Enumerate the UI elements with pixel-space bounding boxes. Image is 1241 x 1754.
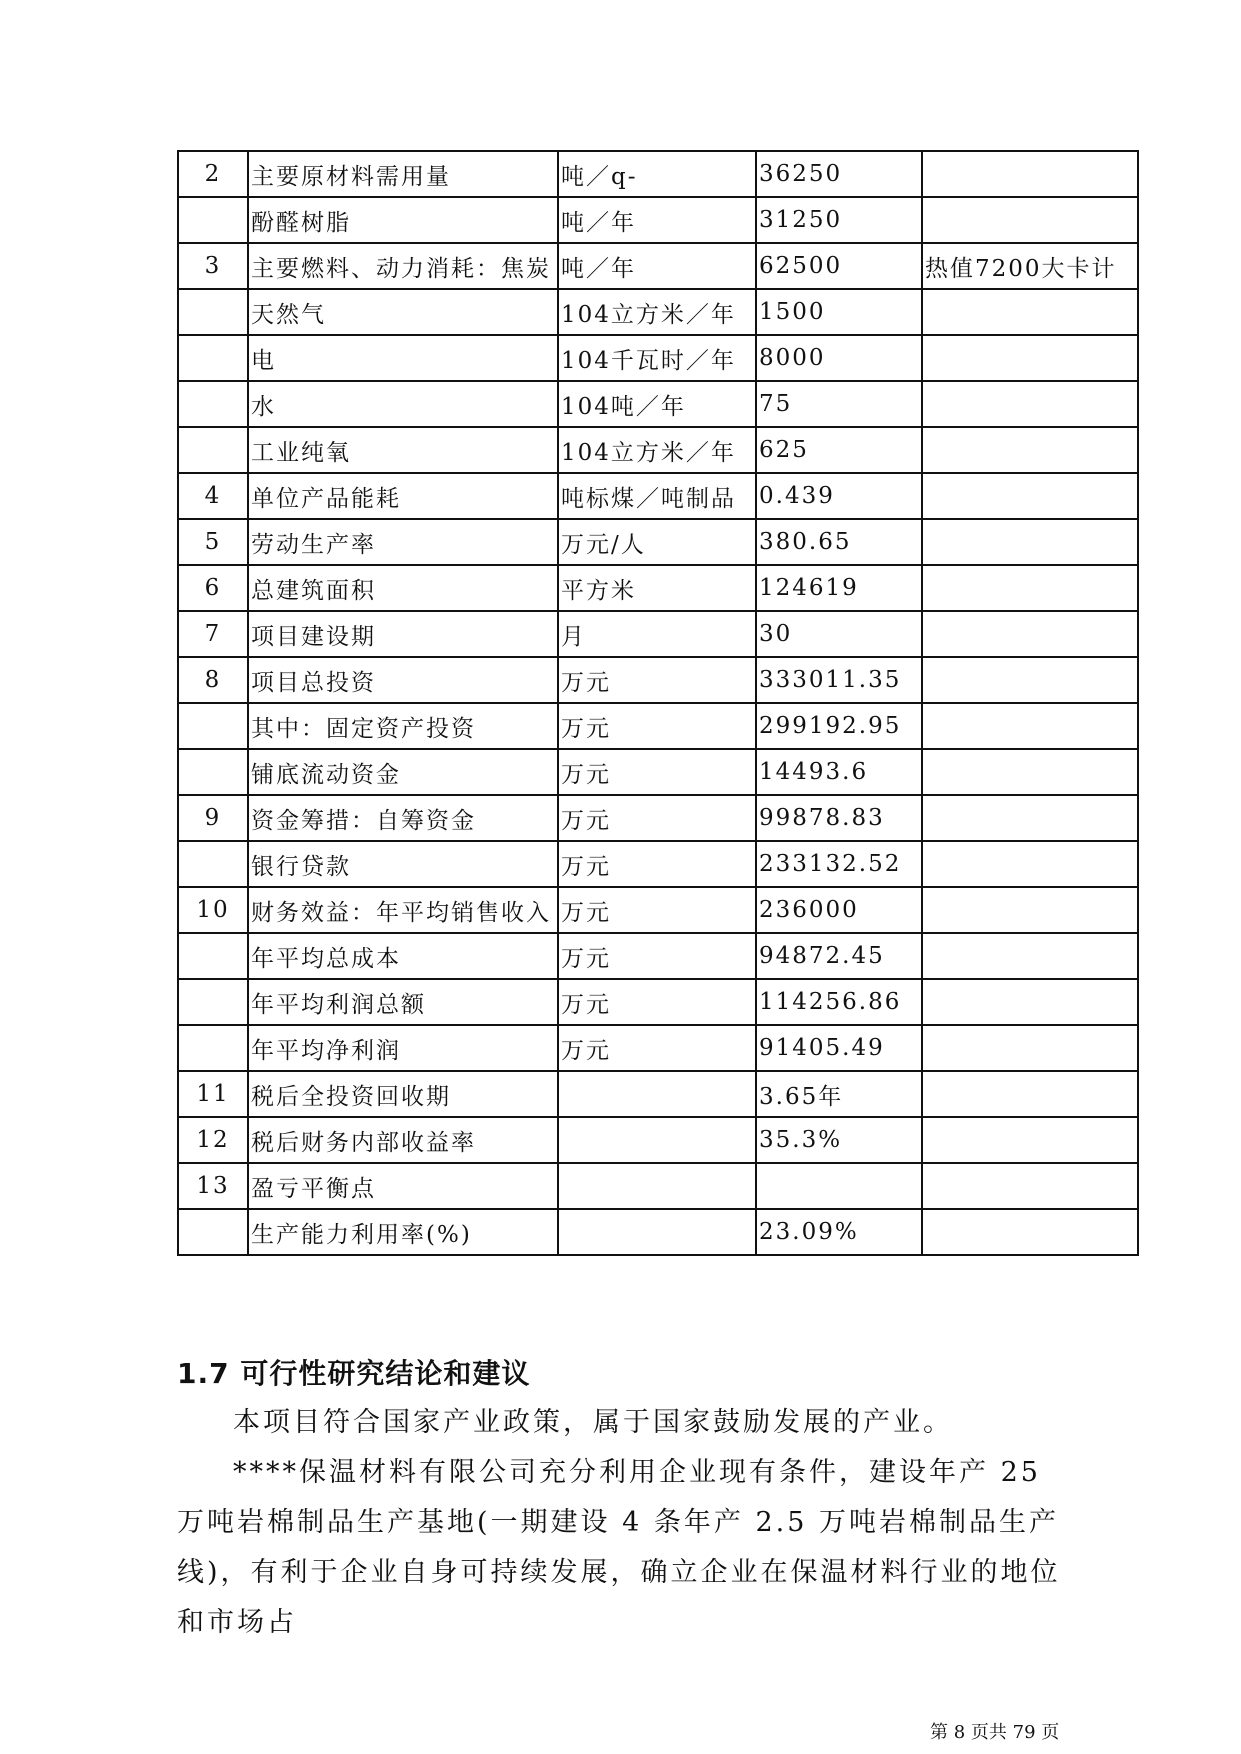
value-cell: 299192.95: [756, 703, 922, 749]
row-number-cell: [178, 381, 248, 427]
note-cell: [922, 841, 1138, 887]
unit-cell: 104千瓦时／年: [558, 335, 756, 381]
unit-cell: 104立方米／年: [558, 289, 756, 335]
value-cell: 30: [756, 611, 922, 657]
paragraph-1: 本项目符合国家产业政策，属于国家鼓励发展的产业。: [233, 1407, 953, 1438]
item-name-cell: 财务效益：年平均销售收入: [248, 887, 558, 933]
row-number-cell: 3: [178, 243, 248, 289]
table-row: [178, 335, 1138, 381]
row-number-cell: [178, 749, 248, 795]
value-cell: 62500: [756, 243, 922, 289]
value-cell: 1500: [756, 289, 922, 335]
row-number-cell: [178, 197, 248, 243]
note-cell: [922, 427, 1138, 473]
table-row: [178, 979, 1138, 1025]
table-row: [178, 841, 1138, 887]
unit-cell: 月: [558, 611, 756, 657]
row-number-cell: 8: [178, 657, 248, 703]
unit-cell: 104立方米／年: [558, 427, 756, 473]
note-cell: 热值7200大卡计: [922, 243, 1138, 289]
item-name-cell: 铺底流动资金: [248, 749, 558, 795]
unit-cell: 吨标煤／吨制品: [558, 473, 756, 519]
unit-cell: 万元: [558, 933, 756, 979]
row-number-cell: [178, 703, 248, 749]
item-name-cell: 年平均利润总额: [248, 979, 558, 1025]
note-cell: [922, 703, 1138, 749]
value-cell: 75: [756, 381, 922, 427]
item-name-cell: 税后全投资回收期: [248, 1071, 558, 1117]
table-row: [178, 887, 1138, 933]
note-cell: [922, 749, 1138, 795]
table-row: [178, 1209, 1138, 1255]
value-cell: 3.65年: [756, 1071, 922, 1117]
item-name-cell: 项目总投资: [248, 657, 558, 703]
note-cell: [922, 1209, 1138, 1255]
value-cell: 233132.52: [756, 841, 922, 887]
row-number-cell: 9: [178, 795, 248, 841]
table-row: [178, 749, 1138, 795]
note-cell: [922, 887, 1138, 933]
table-row: [178, 197, 1138, 243]
unit-cell: 万元: [558, 979, 756, 1025]
item-name-cell: 劳动生产率: [248, 519, 558, 565]
value-cell: 8000: [756, 335, 922, 381]
unit-cell: 万元/人: [558, 519, 756, 565]
item-name-cell: 酚醛树脂: [248, 197, 558, 243]
note-cell: [922, 933, 1138, 979]
row-number-cell: [178, 289, 248, 335]
unit-cell: 吨／年: [558, 197, 756, 243]
table-row: [178, 289, 1138, 335]
row-number-cell: [178, 979, 248, 1025]
value-cell: 31250: [756, 197, 922, 243]
row-number-cell: [178, 1025, 248, 1071]
note-cell: [922, 1025, 1138, 1071]
value-cell: 0.439: [756, 473, 922, 519]
table-row: [178, 657, 1138, 703]
item-name-cell: 电: [248, 335, 558, 381]
table-row: [178, 519, 1138, 565]
note-cell: [922, 611, 1138, 657]
table-row: [178, 243, 1138, 289]
note-cell: [922, 197, 1138, 243]
unit-cell: 万元: [558, 887, 756, 933]
table-row: [178, 1025, 1138, 1071]
item-name-cell: 水: [248, 381, 558, 427]
value-cell: 124619: [756, 565, 922, 611]
item-name-cell: 年平均净利润: [248, 1025, 558, 1071]
unit-cell: [558, 1163, 756, 1209]
row-number-cell: 7: [178, 611, 248, 657]
item-name-cell: 工业纯氧: [248, 427, 558, 473]
table-row: [178, 565, 1138, 611]
table-row: [178, 473, 1138, 519]
value-cell: [756, 1163, 922, 1209]
value-cell: 380.65: [756, 519, 922, 565]
item-name-cell: 主要原材料需用量: [248, 151, 558, 197]
item-name-cell: 税后财务内部收益率: [248, 1117, 558, 1163]
item-name-cell: 总建筑面积: [248, 565, 558, 611]
page-number: 第 8 页共 79 页: [930, 1722, 1060, 1743]
row-number-cell: [178, 841, 248, 887]
row-number-cell: [178, 427, 248, 473]
row-number-cell: 4: [178, 473, 248, 519]
unit-cell: [558, 1071, 756, 1117]
note-cell: [922, 979, 1138, 1025]
unit-cell: 万元: [558, 841, 756, 887]
value-cell: 99878.83: [756, 795, 922, 841]
value-cell: 236000: [756, 887, 922, 933]
item-name-cell: 资金筹措：自筹资金: [248, 795, 558, 841]
table-row: [178, 1117, 1138, 1163]
note-cell: [922, 1163, 1138, 1209]
unit-cell: [558, 1209, 756, 1255]
value-cell: 114256.86: [756, 979, 922, 1025]
item-name-cell: 单位产品能耗: [248, 473, 558, 519]
indicator-table: [177, 150, 1139, 1256]
table-row: [178, 427, 1138, 473]
item-name-cell: 主要燃料、动力消耗：焦炭: [248, 243, 558, 289]
unit-cell: [558, 1117, 756, 1163]
paragraph-2: ****保温材料有限公司充分利用企业现有条件，建设年产 25 万吨岩棉制品生产基地(一期建设 4 条年产 2.5 万吨岩棉制品生产线)，有利于企业自身可持续发展，确立企业在保温材料行业的地位和市场占: [177, 1457, 1061, 1638]
unit-cell: 万元: [558, 749, 756, 795]
table-row: [178, 1071, 1138, 1117]
row-number-cell: [178, 335, 248, 381]
note-cell: [922, 657, 1138, 703]
row-number-cell: [178, 1209, 248, 1255]
note-cell: [922, 795, 1138, 841]
item-name-cell: 其中：固定资产投资: [248, 703, 558, 749]
note-cell: [922, 473, 1138, 519]
note-cell: [922, 1117, 1138, 1163]
row-number-cell: 13: [178, 1163, 248, 1209]
row-number-cell: 11: [178, 1071, 248, 1117]
row-number-cell: 5: [178, 519, 248, 565]
value-cell: 625: [756, 427, 922, 473]
indicator-table-body: [178, 151, 1138, 1255]
value-cell: 14493.6: [756, 749, 922, 795]
unit-cell: 万元: [558, 657, 756, 703]
unit-cell: 吨／q-: [558, 151, 756, 197]
unit-cell: 万元: [558, 795, 756, 841]
note-cell: [922, 335, 1138, 381]
row-number-cell: [178, 933, 248, 979]
table-row: [178, 611, 1138, 657]
value-cell: 36250: [756, 151, 922, 197]
value-cell: 35.3%: [756, 1117, 922, 1163]
table-row: [178, 381, 1138, 427]
note-cell: [922, 381, 1138, 427]
value-cell: 94872.45: [756, 933, 922, 979]
item-name-cell: 年平均总成本: [248, 933, 558, 979]
table-row: [178, 151, 1138, 197]
item-name-cell: 生产能力利用率(%): [248, 1209, 558, 1255]
unit-cell: 平方米: [558, 565, 756, 611]
unit-cell: 吨／年: [558, 243, 756, 289]
section-heading: 1.7 可行性研究结论和建议: [177, 1357, 531, 1390]
note-cell: [922, 519, 1138, 565]
table-row: [178, 795, 1138, 841]
item-name-cell: 天然气: [248, 289, 558, 335]
section-body: [177, 1398, 1062, 1648]
row-number-cell: 6: [178, 565, 248, 611]
note-cell: [922, 151, 1138, 197]
value-cell: 23.09%: [756, 1209, 922, 1255]
item-name-cell: 银行贷款: [248, 841, 558, 887]
note-cell: [922, 289, 1138, 335]
unit-cell: 104吨／年: [558, 381, 756, 427]
table-row: [178, 1163, 1138, 1209]
item-name-cell: 项目建设期: [248, 611, 558, 657]
unit-cell: 万元: [558, 703, 756, 749]
value-cell: 91405.49: [756, 1025, 922, 1071]
table-row: [178, 933, 1138, 979]
note-cell: [922, 1071, 1138, 1117]
value-cell: 333011.35: [756, 657, 922, 703]
table-row: [178, 703, 1138, 749]
row-number-cell: 10: [178, 887, 248, 933]
note-cell: [922, 565, 1138, 611]
row-number-cell: 2: [178, 151, 248, 197]
item-name-cell: 盈亏平衡点: [248, 1163, 558, 1209]
unit-cell: 万元: [558, 1025, 756, 1071]
row-number-cell: 12: [178, 1117, 248, 1163]
